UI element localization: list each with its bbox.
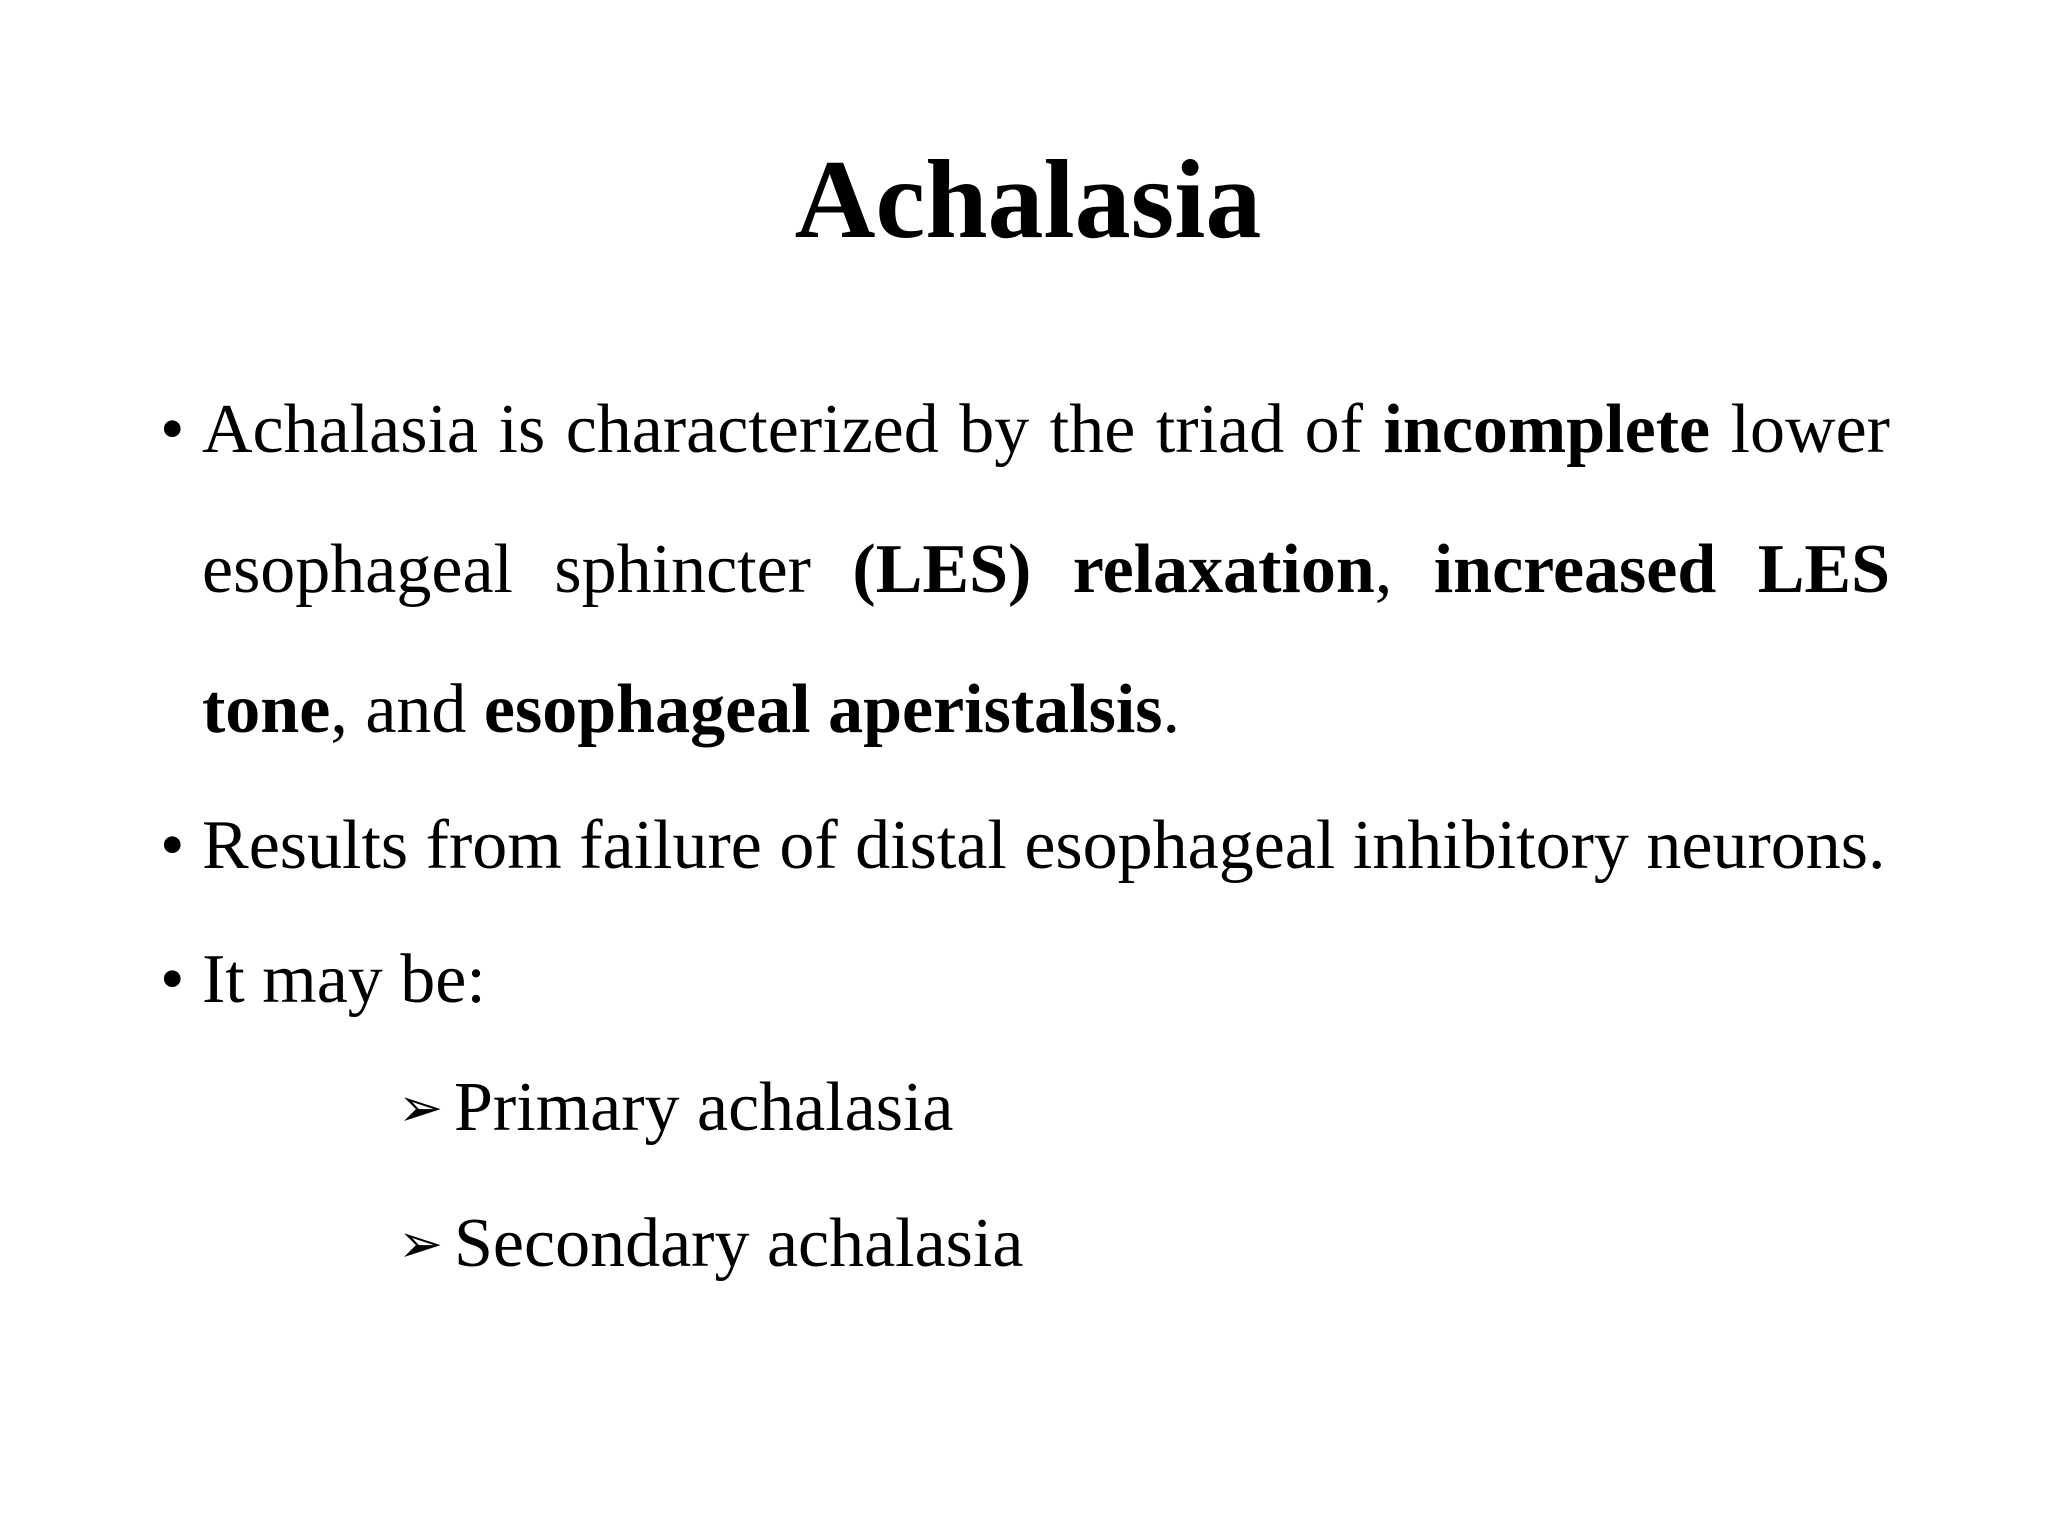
bullet-text-bold: increased LES tone: [202, 531, 1890, 748]
bullet-text: , and: [330, 671, 484, 748]
arrow-bullet-icon: ➢: [398, 1076, 444, 1139]
bullet-item-1: [160, 360, 1890, 780]
bullet-text: lower esophageal sphincter: [202, 391, 1890, 608]
bullet-item-3: [160, 920, 1890, 1040]
sub-item-text: Secondary achalasia: [454, 1205, 1024, 1282]
bullet-marker: •: [160, 941, 185, 1018]
bullet-text: .: [1162, 671, 1181, 748]
arrow-bullet-icon: ➢: [398, 1212, 444, 1275]
bullet-text: It may be:: [202, 941, 486, 1018]
bullet-text: Results from failure of distal esophageal inhibitory neurons.: [202, 807, 1886, 884]
bullet-text-bold: incomplete: [1383, 391, 1711, 468]
bullet-marker: •: [160, 807, 185, 884]
slide-body: [160, 360, 1890, 1312]
bullet-text: ,: [1374, 531, 1434, 608]
slide-title: Achalasia: [794, 138, 1262, 262]
bullet-text-bold: esophageal aperistalsis: [483, 671, 1163, 748]
sub-item-text: Primary achalasia: [454, 1069, 954, 1146]
sub-item-secondary: [160, 1176, 1890, 1312]
bullet-marker: •: [160, 391, 185, 468]
bullet-item-2: [160, 784, 1890, 908]
sub-list: [160, 1040, 1890, 1312]
sub-item-primary: [160, 1040, 1890, 1176]
bullet-text: Achalasia is characterized by the triad of: [202, 391, 1384, 468]
bullet-text-bold: (LES) relaxation: [852, 531, 1375, 608]
